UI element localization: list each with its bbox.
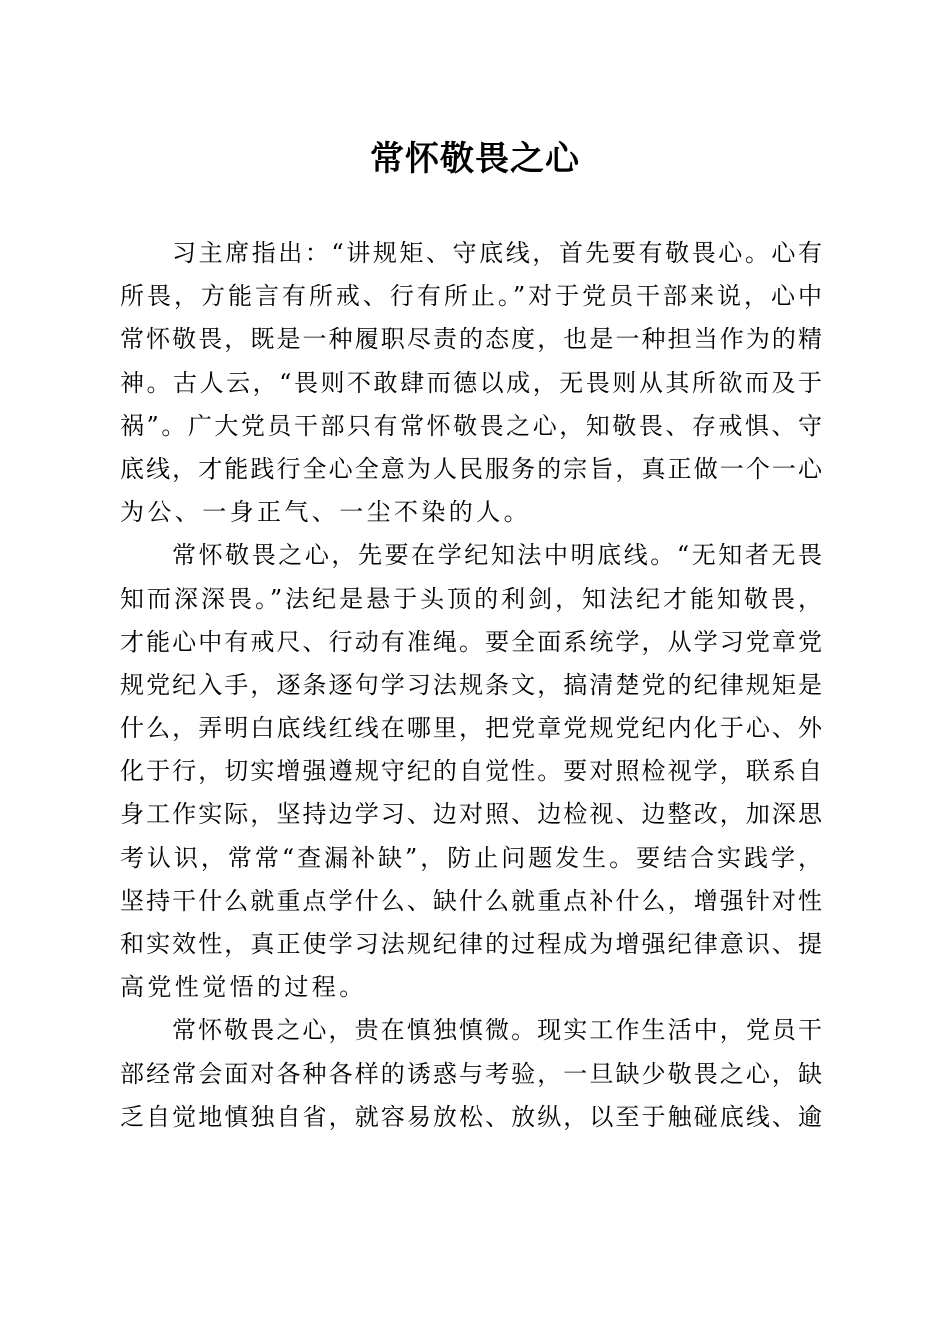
paragraph-1-line-4: 神。古人云，“畏则不敢肆而德以成，无畏则从其所欲而及于 — [120, 368, 822, 397]
paragraph-1-line-3: 常怀敬畏，既是一种履职尽责的态度，也是一种担当作为的精 — [120, 325, 822, 354]
paragraph-2-line-5: 什么，弄明白底线红线在哪里，把党章党规党纪内化于心、外 — [120, 714, 822, 743]
paragraph-2-line-11: 高党性觉悟的过程。 — [120, 973, 367, 1002]
paragraph-1-line-5: 祸”。广大党员干部只有常怀敬畏之心，知敬畏、存戒惧、守 — [120, 411, 822, 440]
document-title: 常怀敬畏之心 — [370, 139, 580, 179]
paragraph-2-line-3: 才能心中有戒尺、行动有准绳。要全面系统学，从学习党章党 — [120, 627, 822, 656]
paragraph-2-line-1: 常怀敬畏之心，先要在学纪知法中明底线。“无知者无畏 — [172, 541, 822, 570]
paragraph-2-line-7: 身工作实际，坚持边学习、边对照、边检视、边整改，加深思 — [120, 800, 822, 829]
paragraph-1-line-7: 为公、一身正气、一尘不染的人。 — [120, 498, 531, 527]
paragraph-1-line-1: 习主席指出：“讲规矩、守底线，首先要有敬畏心。心有 — [172, 239, 822, 267]
paragraph-3-line-3: 乏自觉地慎独自省，就容易放松、放纵，以至于触碰底线、逾 — [120, 1102, 822, 1131]
paragraph-2-line-8: 考认识，常常“查漏补缺”，防止问题发生。要结合实践学， — [120, 843, 822, 872]
paragraph-2-line-4: 规党纪入手，逐条逐句学习法规条文，搞清楚党的纪律规矩是 — [120, 670, 822, 699]
document-body — [120, 232, 822, 1139]
paragraph-2-line-9: 坚持干什么就重点学什么、缺什么就重点补什么，增强针对性 — [120, 886, 822, 915]
paragraph-2-line-6: 化于行，切实增强遵规守纪的自觉性。要对照检视学，联系自 — [120, 757, 822, 786]
paragraph-1-line-2: 所畏，方能言有所戒、行有所止。”对于党员干部来说，心中 — [120, 282, 822, 311]
paragraph-3-line-2: 部经常会面对各种各样的诱惑与考验，一旦缺少敬畏之心，缺 — [120, 1059, 822, 1088]
paragraph-2-line-10: 和实效性，真正使学习法规纪律的过程成为增强纪律意识、提 — [120, 930, 822, 958]
paragraph-3-line-1: 常怀敬畏之心，贵在慎独慎微。现实工作生活中，党员干 — [172, 1016, 822, 1045]
paragraph-1-line-6: 底线，才能践行全心全意为人民服务的宗旨，真正做一个一心 — [120, 454, 822, 483]
paragraph-2-line-2: 知而深深畏。”法纪是悬于头顶的利剑，知法纪才能知敬畏， — [120, 584, 822, 613]
